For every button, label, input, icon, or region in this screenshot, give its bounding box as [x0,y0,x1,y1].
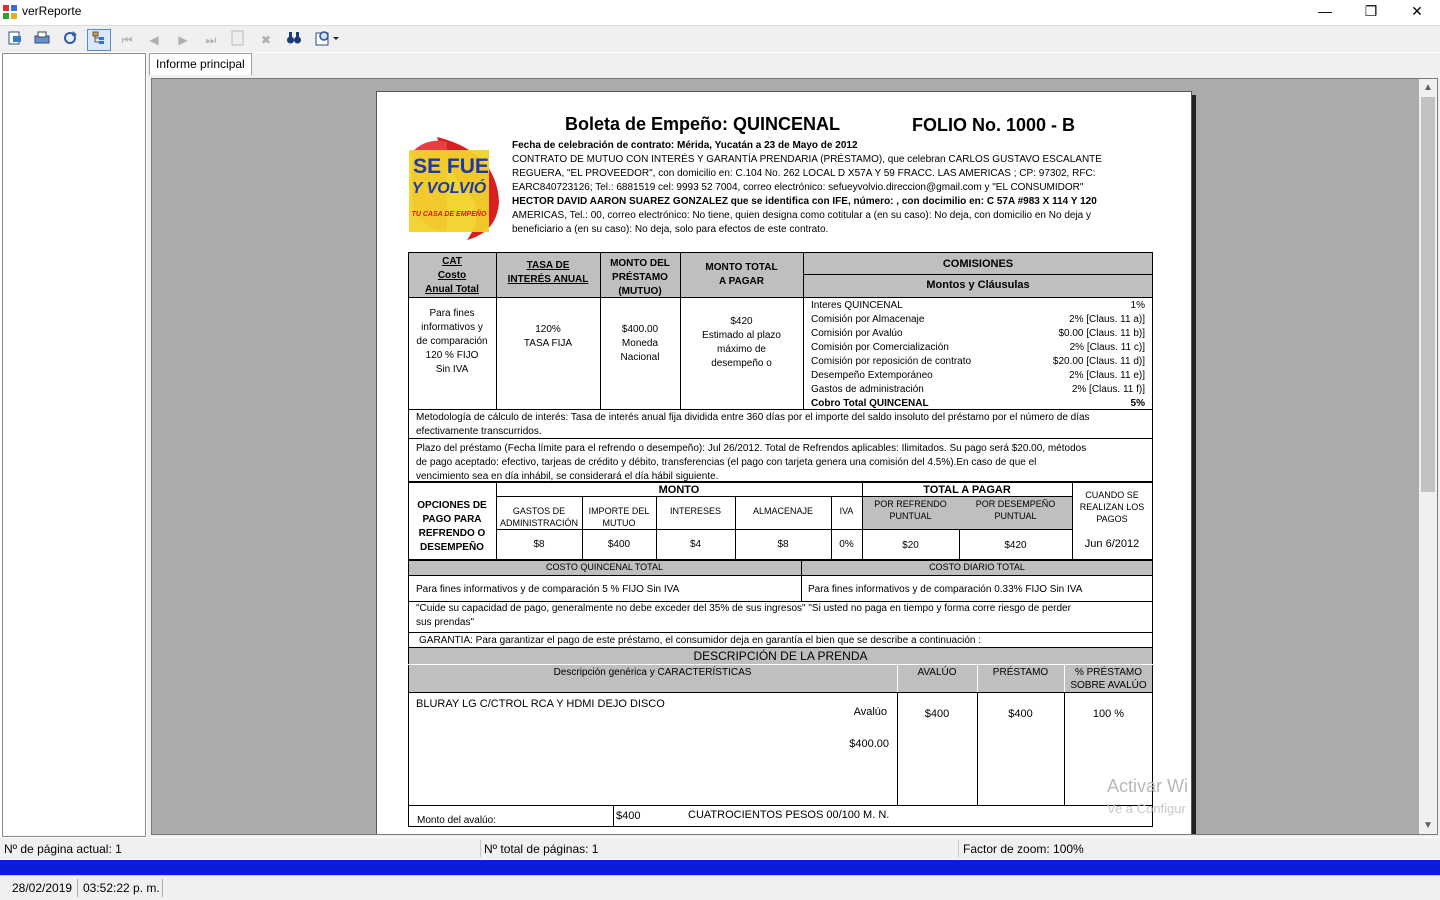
refresh-icon [62,30,78,46]
report-title: Boleta de Empeño: QUINCENAL [565,114,841,134]
prenda-descripcion: BLURAY LG C/CTROL RCA Y HDMI DEJO DISCO [416,698,665,710]
contract-text-line: CONTRATO DE MUTUO CON INTERÉS Y GARANTÍA PRENDARIA (PRÉSTAMO), que celebran CARLOS GUSTAVO ESCALANTE [512,154,1102,165]
first-page-icon: ⏮ [121,33,133,47]
folio-number: FOLIO No. 1000 - B [912,115,1076,135]
stop-button[interactable] [256,30,276,50]
metodologia-text: Metodología de cálculo de interés: Tasa de interés anual fija dividida entre 360 días por el importe del saldo insoluto del préstamo por el número de días [416,412,1090,423]
current-page-status: Nº de página actual: 1 [4,842,122,856]
minimize-icon: — [1318,3,1332,19]
scroll-thumb[interactable] [1421,97,1435,492]
app-icon [3,5,17,19]
close-button[interactable] [1394,0,1440,24]
previous-page-button[interactable] [144,30,164,50]
contract-text-line: AMERICAS, Tel.: 00, correo electrónico: No tiene, quien designa como cotitular a (en su caso): No deja, con domicilio en No deja y [512,210,1091,221]
zoom-dropdown-button[interactable] [312,30,342,50]
window-title: verReporte [22,4,82,18]
report-page: Boleta de Empeño: QUINCENAL FOLIO No. 1000 - B SE FUE Y VOLVIÓ TU CASA DE EMPEÑO Fecha de celebración de contrato: Mérida, Yucatán a 23 de Mayo de 2012 CONTRATO DE MUTUO CON INTERÉS Y GARANTÍA PRENDARIA (PRÉSTAMO), que celebran CARLOS GUSTAVO ESCALANTE REGUERA, "EL PROVEEDOR", con domicilio en: C.104 No. 262 LOCAL D X57A Y 59 FRACC. LAS AMERICAS ; CP: 97302, RFC: EARC840723126; Tel.: 6881519 cel: 9993 52 7004, correo electrónico: sefueyvolvio.direccion@gmail.com y "EL CONSUMIDOR" HECTOR DAVID AARON SUAREZ GONZALEZ que se identifica con IFE, número: , con docimilio en: C 57A #983 X 114 Y 120 AMERICAS, Tel.: 00, correo electrónico: No tiene, quien designa como cotitular a (en su caso): No deja, con domicilio en No deja y beneficiario a (en su caso): No deja, solo para efectos de este contrato. CAT Costo Anual Total TASA DE INTERÉS ANUAL MONTO DEL PRÉSTAMO (MUTUO) MONTO TOTAL A PAGAR COMISIONES Montos y Cláusulas Para fines informativos y de comparación 120 % FIJO Sin IVA 120% TASA FIJA $400.00 Moneda Nacional $420 Estimado al plazo máximo de desempeño o Interes QUINCENAL 1% Comisión por Almacenaje 2% [Claus. 11 a)] Comisión por Avalúo $0.00 [Claus. 11 b)] Comisión por Comercialización 2% [Claus. 11 c)] Comisión por reposición de contrato $20.00 [Claus. 11 d)] Desempeño Extemporáneo 2% [Claus. 11 e)] Gastos de administración 2% [Claus. 11 f)] Cobro Total QUINCENAL 5% Metodología de cálculo de interés: Tasa de interés anual fija dividida entre 360 días por el importe del saldo insoluto del préstamo por el número de días efectivamente transcurridos. Plazo del préstamo (Fecha límite para el refrendo o desempeño): Jul 26/2012. Total de Refrendos aplicables: Ilimitados. Su pago será $20.00, métodos de pago aceptado: efectivo, tarjeas de crédito y débito, transferencias (el pago con tarjeta genera una comisión del 4.5%).En caso de que el vencimiento sea en día inhábil, se considerará el día hábil siguiente. OPCIONES DE PAGO PARA REFRENDO O DESEMPEÑO MONTO TOTAL A PAGAR CUANDO SE REALIZAN LOS PAGOS GASTOS DE ADMINISTRACIÓN IMPORTE DEL MUTUO INTERESES ALMACENAJE IVA POR REFRENDO PUNTUAL POR DESEMPEÑO PUNTUAL $8 $400 $4 $8 0% $20 $420 Jun 6/2012 COSTO QUINCENAL TOTAL COSTO DIARIO TOTAL Para fines informativos y de comparación 5 % FIJO Sin IVA Para fines informativos y de comparación 0.33% FIJO Sin IVA "Cuide su capacidad de pago, generalmente no debe exceder del 35% de sus ingresos" "Si usted no paga en tiempo y forma corre riesgo de perder sus prendas" GARANTIA: Para garantizar el pago de este préstamo, el consumidor deja en garantía el bien que se describe a continuación : DESCRIPCIÓN DE LA PRENDA Descripción genérica y CARACTERÍSTICAS AVALÚO PRÉSTAMO % PRÉSTAMO SOBRE AVALÚO BLURAY LG C/CTROL RCA Y HDMI DEJO DISCO Avalúo $400.00 $400 $400 100 % Monto del avalúo: $400 CUATROCIENTOS PESOS 00/100 M. N. [376,91,1192,835]
maximize-button[interactable] [1348,0,1394,24]
progress-bar [0,860,1440,875]
maximize-icon: ❐ [1364,3,1378,19]
opciones-label: OPCIONES DE [417,500,487,511]
logo-text-middle: Y VOLVIÓ [411,180,487,197]
contract-text-line: REGUERA, "EL PROVEEDOR", con domicilio en: C.104 No. 262 LOCAL D X57A Y 59 FRACC. LAS AMERICAS ; CP: 97302, RFC: [512,168,1096,179]
zoom-status: Factor de zoom: 100% [963,842,1084,856]
consumer-name-line: HECTOR DAVID AARON SUAREZ GONZALEZ que se identifica con IFE, número: , con docimilio en: C 57A #983 X 114 Y 120 [512,196,1097,207]
export-button[interactable] [5,30,25,50]
tasa-header: TASA DE [526,260,570,271]
fecha-pago: Jun 6/2012 [1084,538,1140,550]
report-viewer[interactable] [151,78,1438,835]
tab-main-report[interactable]: Informe principal [149,53,252,75]
activation-watermark-sub: Ve a Configur [1107,801,1186,816]
logo-text-bottom: TU CASA DE EMPEÑO [411,211,487,218]
scroll-down-icon[interactable]: ▼ [1423,820,1433,831]
previous-page-icon: ◀ [149,33,159,47]
contract-text-line: beneficiario a (en su caso): No deja, solo para efectos de este contrato. [512,224,829,235]
last-page-icon: ⏭ [205,33,217,47]
goto-page-icon [231,30,245,46]
logo-text-top: SE FUE [413,155,489,178]
activation-watermark: Activar Wi [1107,776,1188,796]
refresh-button[interactable] [60,30,80,50]
stop-icon: ✖ [260,33,272,47]
scroll-up-icon[interactable]: ▲ [1423,82,1433,93]
print-button[interactable] [32,30,52,50]
title-bar [0,0,1440,24]
next-page-icon: ▶ [178,33,188,47]
status-date: 28/02/2019 [12,881,73,895]
binoculars-icon [286,30,302,46]
total-header: MONTO TOTAL [705,262,778,273]
cuando-label: CUANDO SE [1085,490,1139,500]
minimize-button[interactable] [1302,0,1348,24]
montos-clausulas-header: Montos y Cláusulas [926,279,1030,291]
status-bar [0,838,1440,859]
bottom-status-bar [0,875,1440,900]
monto-label: MONTO [658,484,700,496]
goto-page-button[interactable] [228,30,248,50]
toggle-group-tree-button[interactable] [87,29,111,51]
total-a-pagar-label: TOTAL A PAGAR [923,484,1011,496]
first-page-button[interactable] [117,30,137,50]
group-tree-pane[interactable] [2,53,146,837]
toolbar [0,25,1440,52]
close-icon: ✕ [1411,3,1423,19]
zoom-icon [315,30,339,46]
contract-date: Fecha de celebración de contrato: Mérida, Yucatán a 23 de Mayo de 2012 [512,140,858,151]
monto-header: MONTO DEL [610,258,670,269]
last-page-button[interactable] [201,30,221,50]
search-button[interactable] [284,30,304,50]
group-tree-icon [91,30,107,46]
total-pages-status: Nº total de páginas: 1 [484,842,599,856]
print-icon [34,30,50,46]
status-time: 03:52:22 p. m. [83,881,160,895]
comisiones-header: COMISIONES [942,258,1014,270]
company-logo [407,132,505,242]
export-icon [7,30,23,46]
next-page-button[interactable] [173,30,193,50]
contract-text-line: EARC840723126; Tel.: 6881519 cel: 9993 52 7004, correo electrónico: sefueyvolvio.direccion@gmail.com y "EL CONSUMIDOR" [512,182,1084,193]
vertical-scrollbar[interactable] [1419,79,1437,835]
cat-header: CAT [442,256,462,267]
plazo-text: Plazo del préstamo (Fecha límite para el refrendo o desempeño): Jul 26/2012. Total de Refrendos aplicables: Ilimitados. Su pago será $20.00, métodos [416,443,1087,454]
